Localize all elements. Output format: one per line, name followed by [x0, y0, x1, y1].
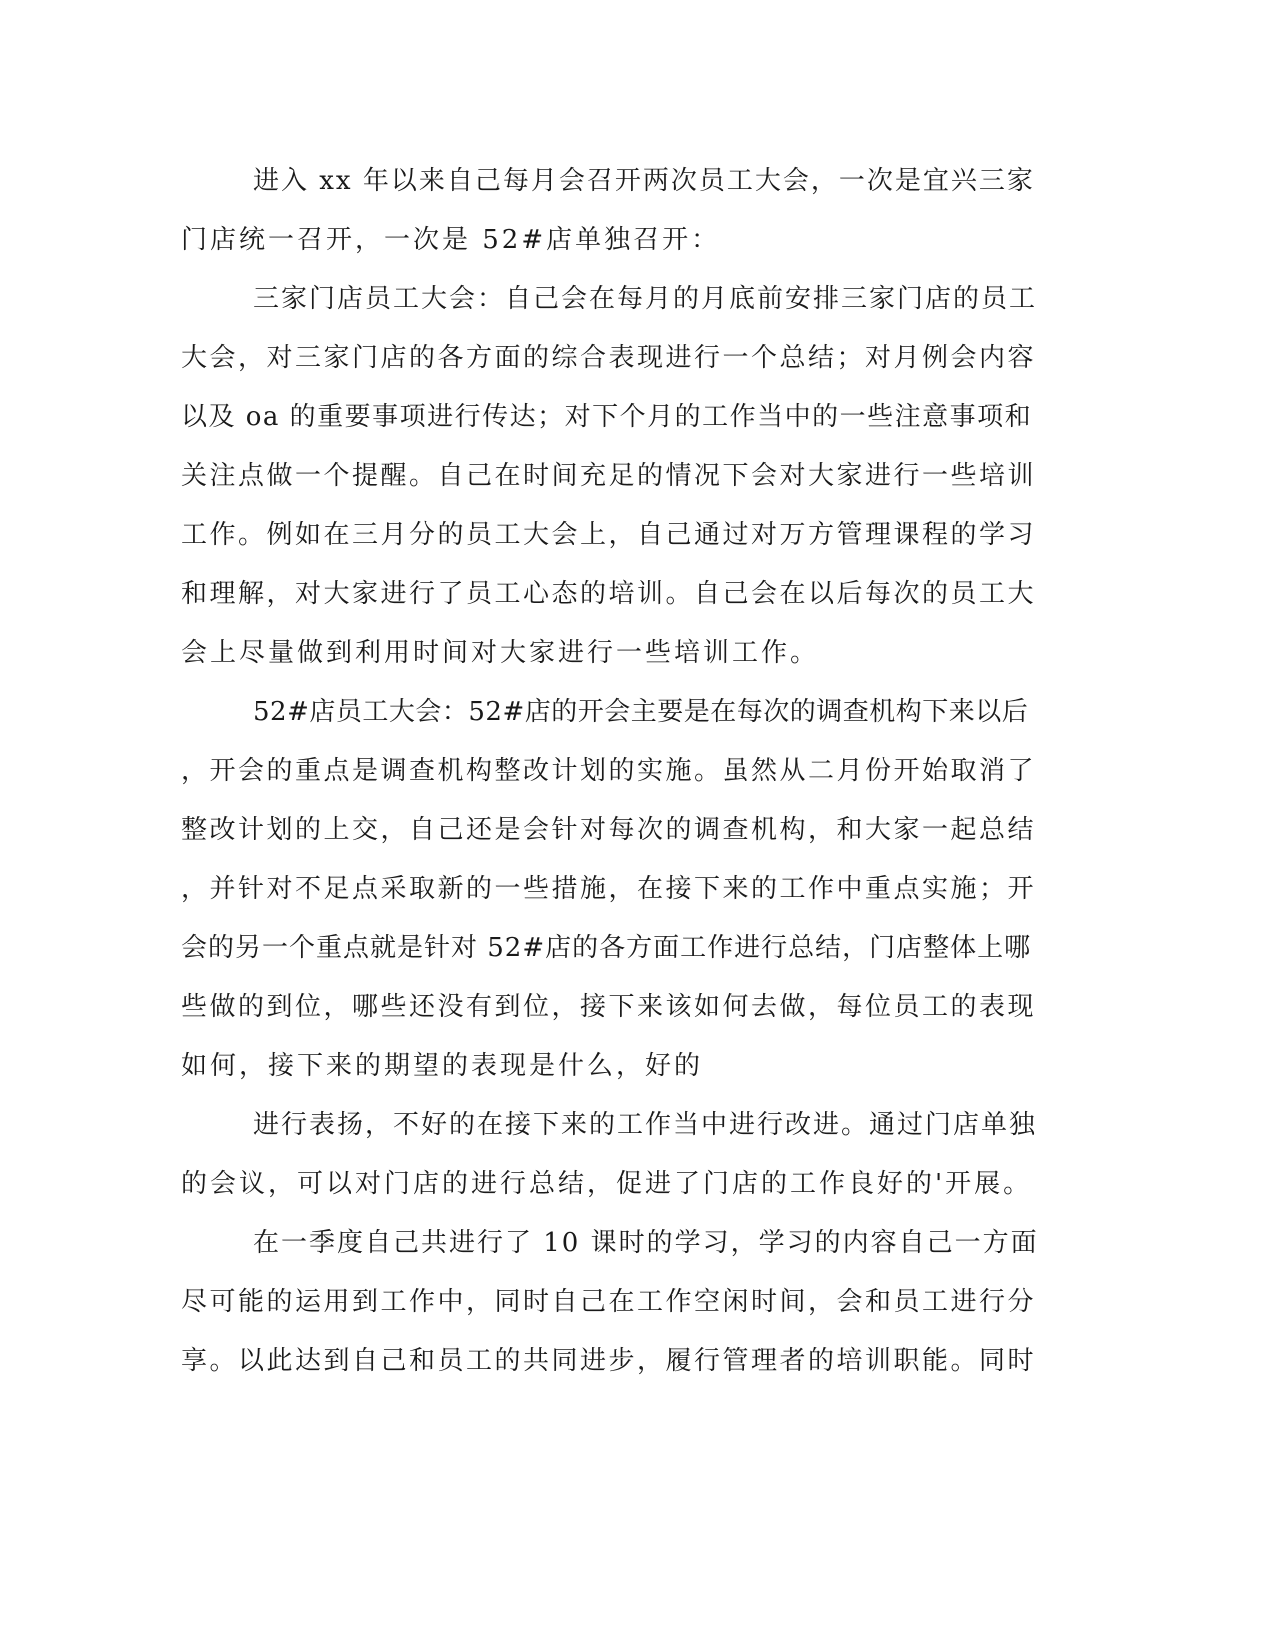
paragraph-3-line-7: 如何，接下来的期望的表现是什么，好的 — [181, 1051, 704, 1081]
paragraph-2-line-6: 和理解，对大家进行了员工心态的培训。自己会在以后每次的员工大 — [181, 579, 1037, 609]
paragraph-1-line-2: 门店统一召开，一次是 52#店单独召开： — [181, 225, 721, 255]
paragraph-5-line-3: 享。以此达到自己和员工的共同进步，履行管理者的培训职能。同时 — [181, 1346, 1037, 1376]
paragraph-2-line-2: 大会，对三家门店的各方面的综合表现进行一个总结；对月例会内容 — [181, 343, 1037, 373]
paragraph-5-line-1: 在一季度自己共进行了 10 课时的学习，学习的内容自己一方面 — [253, 1228, 1039, 1258]
body-text — [181, 152, 1041, 1391]
paragraph-5-line-2: 尽可能的运用到工作中，同时自己在工作空闲时间，会和员工进行分 — [181, 1287, 1037, 1317]
paragraph-4-line-1: 进行表扬，不好的在接下来的工作当中进行改进。通过门店单独 — [253, 1110, 1038, 1140]
paragraph-3-line-6: 些做的到位，哪些还没有到位，接下来该如何去做，每位员工的表现 — [181, 992, 1037, 1022]
paragraph-1-line-1: 进入 xx 年以来自己每月会召开两次员工大会，一次是宜兴三家 — [253, 166, 1035, 196]
paragraph-2-line-4: 关注点做一个提醒。自己在时间充足的情况下会对大家进行一些培训 — [181, 461, 1037, 491]
paragraph-2-line-5: 工作。例如在三月分的员工大会上，自己通过对万方管理课程的学习 — [181, 520, 1037, 550]
paragraph-3-line-2: ，开会的重点是调查机构整改计划的实施。虽然从二月份开始取消了 — [181, 756, 1037, 786]
paragraph-2-line-3: 以及 oa 的重要事项进行传达；对下个月的工作当中的一些注意事项和 — [181, 402, 1033, 432]
paragraph-3-line-4: ，并针对不足点采取新的一些措施，在接下来的工作中重点实施；开 — [181, 874, 1037, 904]
paragraph-3-line-1: 52#店员工大会：52#店的开会主要是在每次的调查机构下来以后 — [253, 697, 1029, 727]
paragraph-2-line-7: 会上尽量做到利用时间对大家进行一些培训工作。 — [181, 638, 820, 668]
paragraph-3-line-3: 整改计划的上交，自己还是会针对每次的调查机构，和大家一起总结 — [181, 815, 1037, 845]
paragraph-3-line-5: 会的另一个重点就是针对 52#店的各方面工作进行总结，门店整体上哪 — [181, 933, 1032, 963]
paragraph-4-line-2: 的会议，可以对门店的进行总结，促进了门店的工作良好的'开展。 — [181, 1169, 1033, 1199]
paragraph-2-line-1: 三家门店员工大会：自己会在每月的月底前安排三家门店的员工 — [253, 284, 1038, 314]
